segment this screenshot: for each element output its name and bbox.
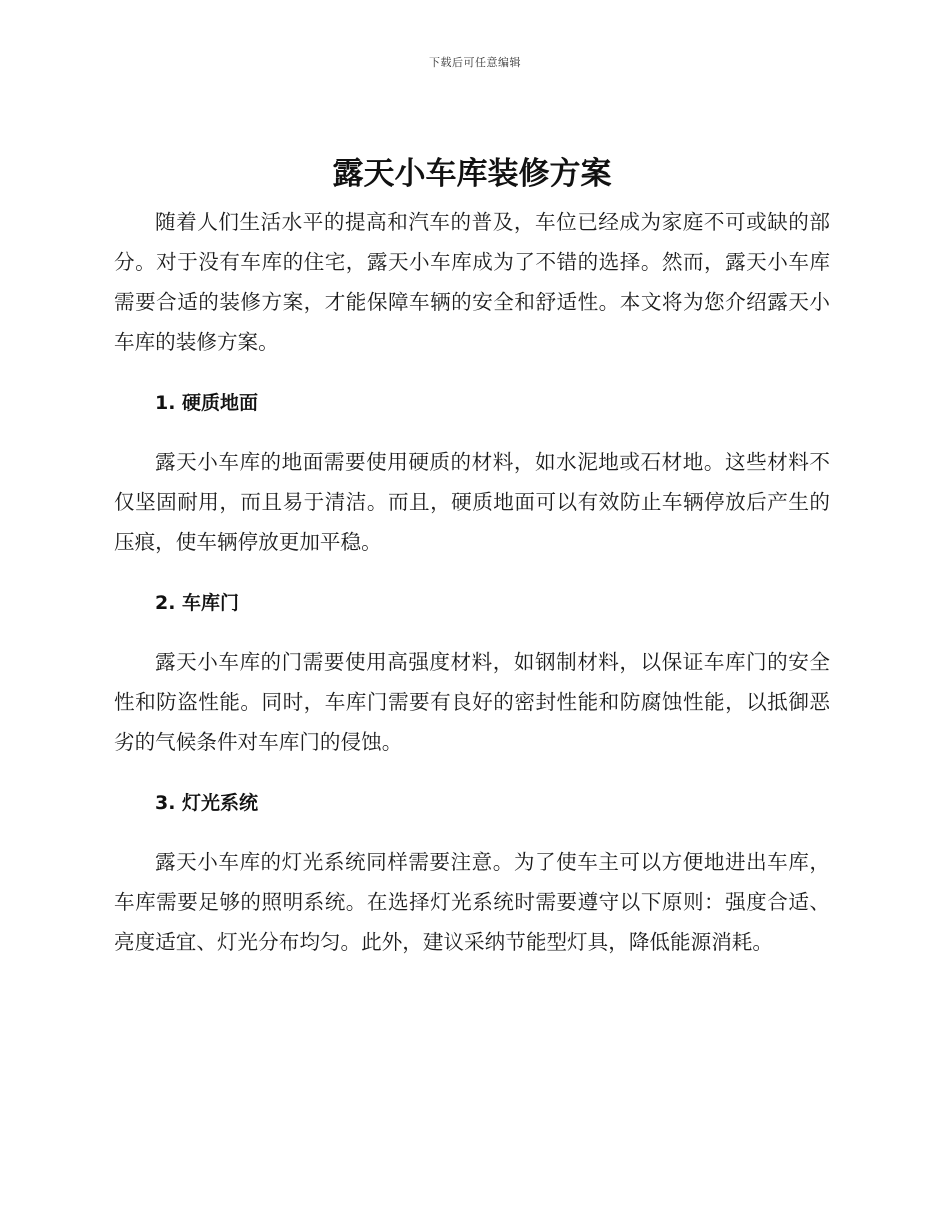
- page-header-note: 下载后可任意编辑: [429, 56, 521, 69]
- section-heading: 3. 灯光系统: [155, 792, 259, 814]
- document-title: 露天小车库装修方案: [332, 156, 612, 192]
- section-paragraph: 露天小车库的灯光系统同样需要注意。为了使车主可以方便地进出车库，车库需要足够的照明系统。在选择灯光系统时需要遵守以下原则：强度合适、亮度适宜、灯光分布均匀。此外，建议采纳节能型灯具，降低能源消耗。: [114, 850, 830, 954]
- intro-paragraph: 随着人们生活水平的提高和汽车的普及，车位已经成为家庭不可或缺的部分。对于没有车库的住宅，露天小车库成为了不错的选择。然而，露天小车库需要合适的装修方案，才能保障车辆的安全和舒适性。本文将为您介绍露天小车库的装修方案。: [114, 210, 830, 354]
- document-body: [114, 148, 830, 962]
- section-paragraph: 露天小车库的地面需要使用硬质的材料，如水泥地或石材地。这些材料不仅坚固耐用，而且易于清洁。而且，硬质地面可以有效防止车辆停放后产生的压痕，使车辆停放更加平稳。: [114, 450, 830, 554]
- section-lighting-system: [114, 788, 830, 962]
- section-heading: 1. 硬质地面: [155, 392, 259, 414]
- section-garage-door: [114, 588, 830, 762]
- section-hard-floor: [114, 388, 830, 562]
- section-heading: 2. 车库门: [155, 592, 240, 614]
- section-paragraph: 露天小车库的门需要使用高强度材料，如钢制材料，以保证车库门的安全性和防盗性能。同时，车库门需要有良好的密封性能和防腐蚀性能，以抵御恶劣的气候条件对车库门的侵蚀。: [114, 650, 830, 754]
